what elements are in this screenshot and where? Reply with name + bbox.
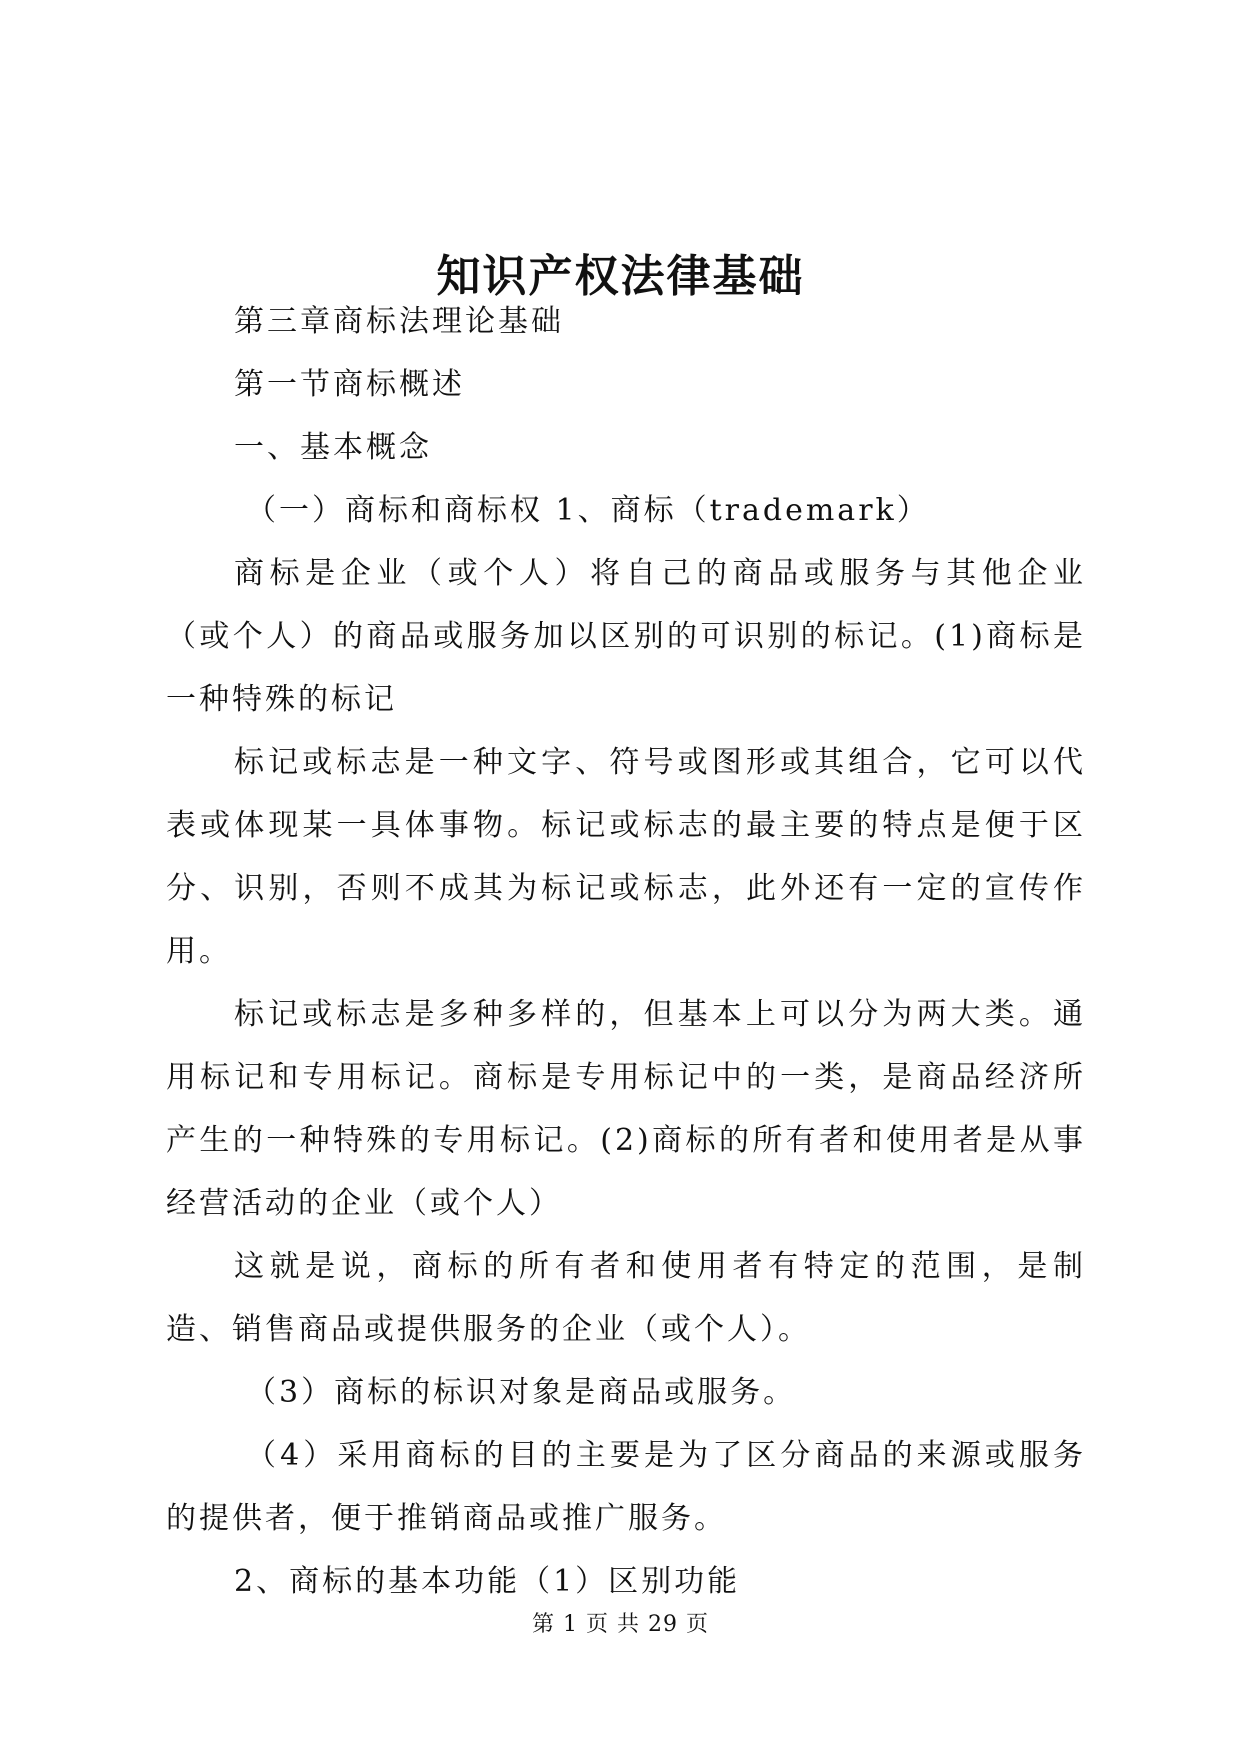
document-title: 知识产权法律基础 [436, 251, 805, 303]
paragraph-trademark-heading: （一）商标和商标权 1、商标（trademark） [246, 493, 930, 528]
paragraph-subsection-heading: 一、基本概念 [234, 430, 432, 465]
paragraph-point-3: （3）商标的标识对象是商品或服务。 [246, 1375, 797, 1410]
paragraph-point-4: （4）采用商标的目的主要是为了区分商品的来源或服务的提供者，便于推销商品或推广服务。 [166, 1438, 1086, 1536]
page-footer: 第 1 页 共 29 页 [532, 1612, 709, 1637]
paragraph-basic-functions: 2、商标的基本功能（1）区别功能 [234, 1564, 741, 1599]
paragraph-section-heading: 第一节商标概述 [234, 367, 465, 402]
paragraph-mark-types: 标记或标志是多种多样的，但基本上可以分为两大类。通用标记和专用标记。商标是专用标记中的一类，是商品经济所产生的一种特殊的专用标记。(2)商标的所有者和使用者是从事经营活动的企业（或个人） [166, 997, 1086, 1221]
paragraph-trademark-definition: 商标是企业（或个人）将自己的商品或服务与其他企业（或个人）的商品或服务加以区别的可识别的标记。(1)商标是一种特殊的标记 [166, 556, 1086, 717]
paragraph-owner-scope: 这就是说，商标的所有者和使用者有特定的范围，是制造、销售商品或提供服务的企业（或个人）。 [166, 1249, 1086, 1347]
document-body [166, 290, 1086, 1613]
paragraph-mark-description: 标记或标志是一种文字、符号或图形或其组合，它可以代表或体现某一具体事物。标记或标志的最主要的特点是便于区分、识别，否则不成其为标记或标志，此外还有一定的宣传作用。 [166, 745, 1086, 969]
paragraph-chapter-heading: 第三章商标法理论基础 [234, 304, 564, 339]
